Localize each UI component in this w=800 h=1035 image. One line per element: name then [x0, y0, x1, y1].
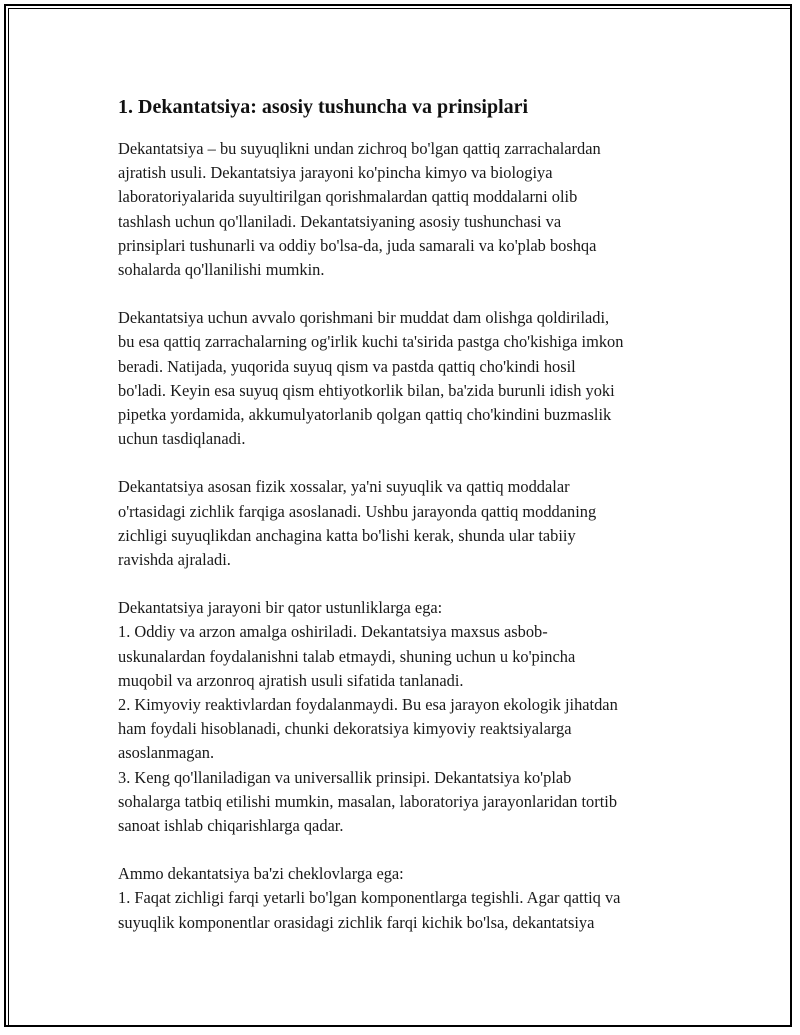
text-line: 2. Kimyoviy reaktivlardan foydalanmaydi. Bu esa jarayon ekologik jihatdan: [118, 695, 618, 715]
text-line: laboratoriyalarida suyultirilgan qorishmalardan qattiq moddalarni olib: [118, 187, 578, 207]
text-line: sohalarda qo'llanilishi mumkin.: [118, 260, 325, 280]
text-line: sanoat ishlab chiqarishlarga qadar.: [118, 816, 344, 836]
text-line: bu esa qattiq zarrachalarning og'irlik kuchi ta'sirida pastga cho'kishiga imkon: [118, 332, 624, 352]
text-line: 1. Faqat zichligi farqi yetarli bo'lgan komponentlarga tegishli. Agar qattiq va: [118, 888, 621, 908]
text-line: 3. Keng qo'llaniladigan va universallik prinsipi. Dekantatsiya ko'plab: [118, 767, 572, 787]
text-line: Dekantatsiya jarayoni bir qator ustunliklarga ega:: [118, 598, 443, 618]
text-line: uchun tasdiqlanadi.: [118, 429, 246, 449]
text-line: Ammo dekantatsiya ba'zi cheklovlarga ega:: [118, 864, 404, 884]
text-line: beradi. Natijada, yuqorida suyuq qism va pastda qattiq cho'kindi hosil: [118, 356, 576, 376]
text-line: zichligi suyuqlikdan anchagina katta bo'lishi kerak, shunda ular tabiiy: [118, 525, 576, 545]
text-line: Dekantatsiya – bu suyuqlikni undan zichroq bo'lgan qattiq zarrachalardan: [118, 139, 601, 158]
text-line: sohalarga tatbiq etilishi mumkin, masalan, laboratoriya jarayonlaridan tortib: [118, 791, 618, 811]
paragraph-intro: [118, 137, 698, 282]
text-line: suyuqlik komponentlar orasidagi zichlik farqi kichik bo'lsa, dekantatsiya: [118, 912, 595, 932]
text-line: o'rtasidagi zichlik farqiga asoslanadi. Ushbu jarayonda qattiq moddaning: [118, 501, 597, 521]
text-line: ajratish usuli. Dekantatsiya jarayoni ko'pincha kimyo va biologiya: [118, 163, 553, 183]
text-line: muqobil va arzonroq ajratish usuli sifatida tanlanadi.: [118, 670, 464, 690]
text-line: tashlash uchun qo'llaniladi. Dekantatsiyaning asosiy tushunchasi va: [118, 211, 562, 231]
paragraph-physics: [118, 475, 698, 572]
text-line: bo'ladi. Keyin esa suyuq qism ehtiyotkorlik bilan, ba'zida burunli idish yoki: [118, 380, 615, 400]
document-body: [118, 93, 698, 959]
text-line: prinsiplari tushunarli va oddiy bo'lsa-da, juda samarali va ko'plab boshqa: [118, 235, 597, 255]
text-line: uskunalardan foydalanishni talab etmaydi, shuning uchun u ko'pincha: [118, 646, 576, 666]
paragraph-process: [118, 306, 698, 451]
text-line: pipetka yordamida, akkumulyatorlanib qolgan qattiq cho'kindini buzmaslik: [118, 405, 612, 425]
text-line: 1. Oddiy va arzon amalga oshiriladi. Dekantatsiya maxsus asbob-: [118, 622, 548, 642]
paragraph-advantages: [118, 596, 698, 838]
text-line: Dekantatsiya asosan fizik xossalar, ya'ni suyuqlik va qattiq moddalar: [118, 477, 570, 497]
paragraph-limitations: [118, 862, 698, 935]
document-title: 1. Dekantatsiya: asosiy tushuncha va prinsiplari: [118, 96, 529, 118]
text-line: ham foydali hisoblanadi, chunki dekoratsiya kimyoviy reaktsiyalarga: [118, 719, 572, 739]
text-line: ravishda ajraladi.: [118, 550, 231, 570]
text-line: asoslanmagan.: [118, 743, 215, 763]
text-line: Dekantatsiya uchun avvalo qorishmani bir muddat dam olishga qoldiriladi,: [118, 308, 610, 328]
